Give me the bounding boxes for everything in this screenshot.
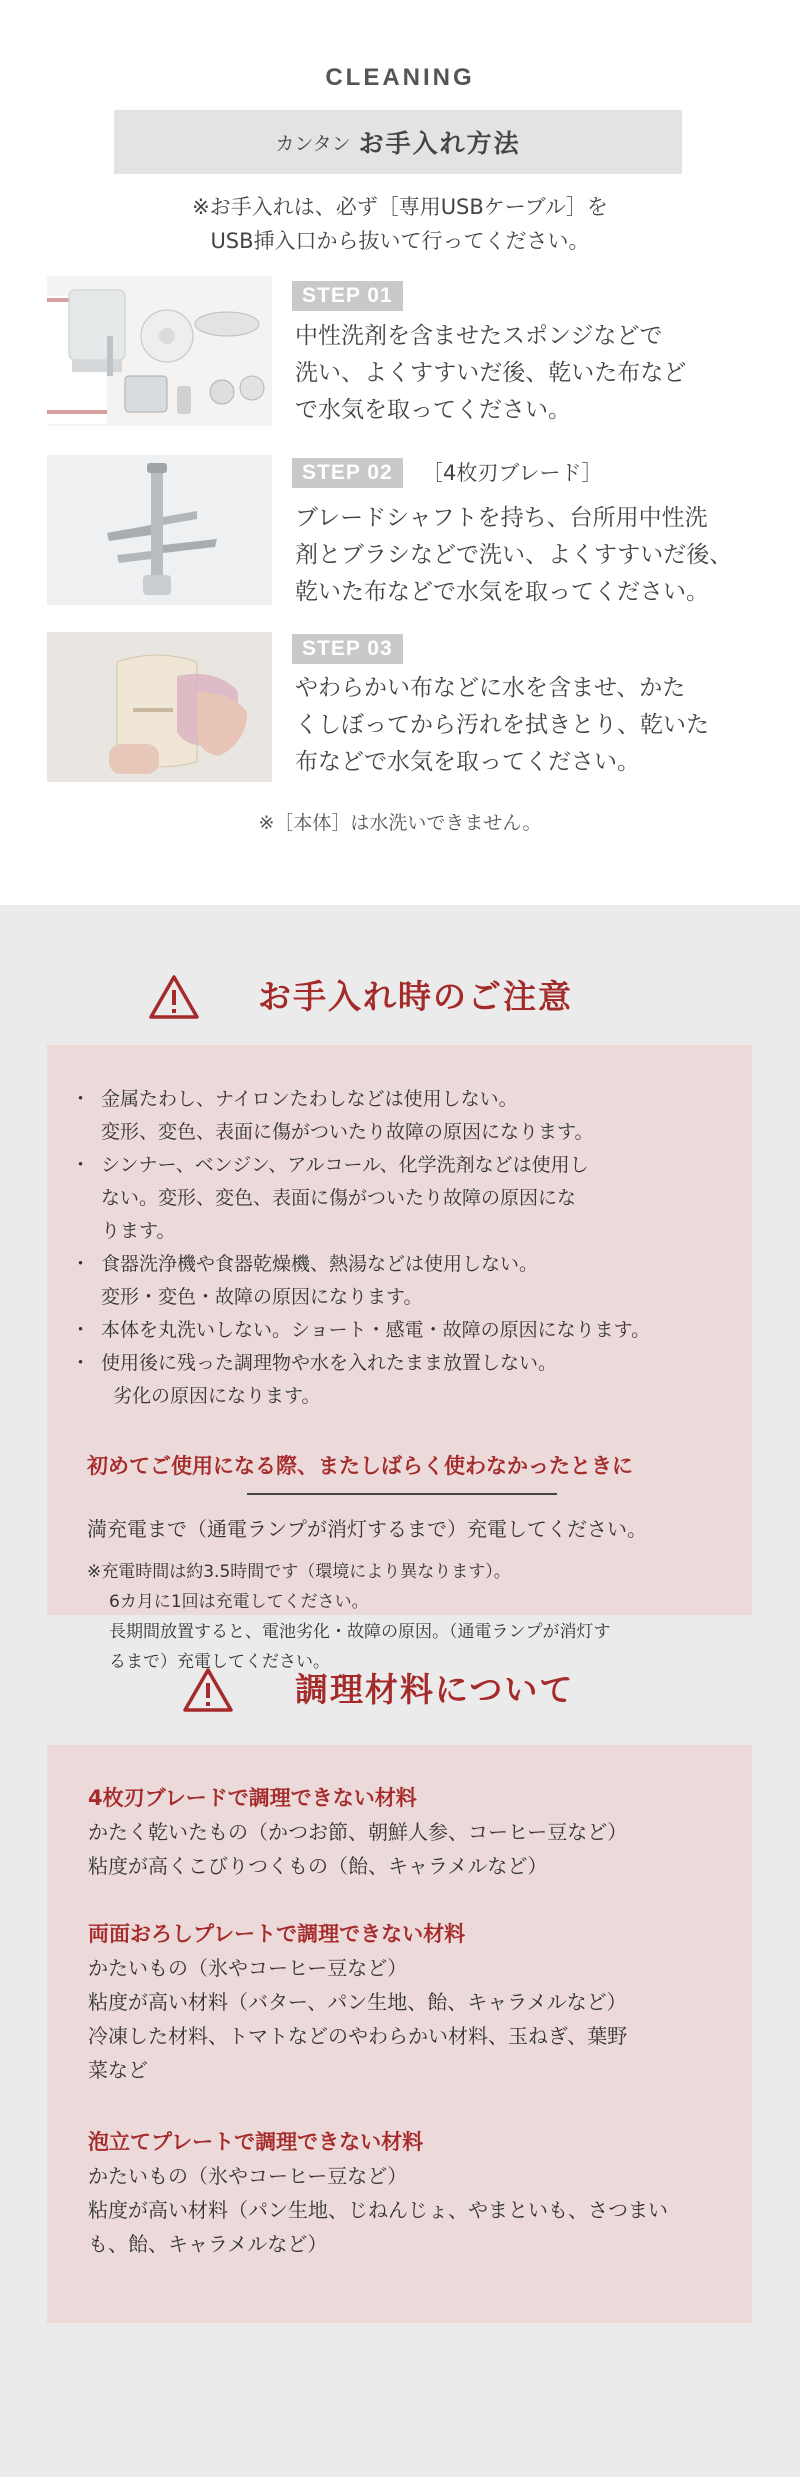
- body-not-washable-note: ※［本体］は水洗いできません。: [258, 812, 542, 834]
- step-03-line: くしぼってから汚れを拭きとり、乾いた: [295, 712, 709, 738]
- cleaning-subtitle-bar: [114, 110, 682, 174]
- materials-title: 調理材料について: [295, 1670, 575, 1709]
- materials-group-title: 泡立てプレートで調理できない材料: [88, 2130, 424, 2154]
- step-03-badge: STEP 03: [292, 634, 403, 664]
- materials-panel: [47, 1745, 752, 2323]
- warning-triangle-icon: [182, 1667, 234, 1713]
- step-03-line: 布などで水気を取ってください。: [295, 749, 640, 775]
- step-01-text: [295, 318, 755, 429]
- materials-group-blade: 4枚刃ブレードで調理できない材料 かたく乾いたもの（かつお節、朝鮮人参、コーヒー豆など） 粘度が高くこびりつくもの（飴、キャラメルなど）: [88, 1781, 738, 1883]
- step-02-badge: STEP 02: [292, 458, 403, 488]
- cleaning-subtitle-small: カンタン: [275, 132, 351, 155]
- step-02-line: 剤とブラシなどで洗い、よくすすいだ後、: [295, 542, 733, 568]
- step-03-text: [295, 670, 755, 781]
- step-03-line: やわらかい布などに水を含ませ、かた: [295, 675, 686, 701]
- materials-group-title: 4枚刃ブレードで調理できない材料: [88, 1786, 417, 1810]
- step-02-line: 乾いた布などで水気を取ってください。: [295, 579, 709, 605]
- cleaning-subtitle-big: お手入れ方法: [358, 129, 521, 158]
- materials-heading: [0, 1661, 800, 1721]
- cleaning-section: [0, 0, 800, 905]
- caution-title: お手入れ時のご注意: [258, 977, 573, 1016]
- caution-list: [79, 1083, 739, 1413]
- step-02-line: ブレードシャフトを持ち、台所用中性洗: [295, 505, 708, 531]
- first-use-title: 初めてご使用になる際、またしばらく使わなかったときに: [87, 1454, 633, 1478]
- caution-section: [0, 905, 800, 2477]
- materials-group-grater: 両面おろしプレートで調理できない材料 かたいもの（氷やコーヒー豆など） 粘度が高い材料（バター、パン生地、飴、キャラメルなど） 冷凍した材料、トマトなどのやわらかい材料、玉ねぎ、葉野 菜など: [88, 1917, 738, 2087]
- caution-item: ・ シンナー、ベンジン、アルコール、化学洗剤などは使用し ない。変形、変色、表面に傷がついたり故障の原因にな ります。: [79, 1149, 739, 1248]
- materials-group-whisk: 泡立てプレートで調理できない材料 かたいもの（氷やコーヒー豆など） 粘度が高い材料（パン生地、じねんじょ、やまといも、さつまい も、飴、キャラメルなど）: [88, 2125, 738, 2261]
- warning-triangle-icon: [148, 974, 200, 1020]
- step-02-tag: ［4枚刃ブレード］: [422, 461, 603, 485]
- caution-item: ・ 使用後に残った調理物や水を入れたまま放置しない。 劣化の原因になります。: [79, 1347, 739, 1413]
- usb-note-line-1: ※お手入れは、必ず［専用USBケーブル］を: [192, 195, 608, 219]
- charge-instruction: 満充電まで（通電ランプが消灯するまで）充電してください。: [87, 1517, 647, 1541]
- step-02-photo-blade: [47, 455, 272, 605]
- step-01-line: で水気を取ってください。: [295, 397, 571, 423]
- caution-item: ・ 本体を丸洗いしない。ショート・感電・故障の原因になります。: [79, 1314, 739, 1347]
- caution-item: ・ 金属たわし、ナイロンたわしなどは使用しない。 変形、変色、表面に傷がついたり故障の原因になります。: [79, 1083, 739, 1149]
- materials-group-title: 両面おろしプレートで調理できない材料: [88, 1922, 466, 1946]
- caution-panel: [47, 1045, 752, 1672]
- step-03-photo-wipe: [47, 632, 272, 782]
- caution-heading: [0, 968, 800, 1028]
- cleaning-title: CLEANING: [325, 64, 475, 91]
- usb-note-line-2: USB挿入口から抜いて行ってください。: [210, 229, 590, 253]
- step-01-badge: STEP 01: [292, 281, 403, 311]
- caution-item: ・ 食器洗浄機や食器乾燥機、熱湯などは使用しない。 変形・変色・故障の原因になります。: [79, 1248, 739, 1314]
- step-01-photo-parts: [47, 276, 272, 426]
- charge-notes: ※充電時間は約3.5時間です（環境により異なります）。 6カ月に1回は充電してください。 長期間放置すると、電池劣化・故障の原因。（通電ランプが消灯す るまで）充電してください。: [87, 1562, 611, 1672]
- step-01-line: 中性洗剤を含ませたスポンジなどで: [295, 323, 663, 349]
- usb-unplug-note: [100, 190, 700, 258]
- step-01-line: 洗い、よくすすいだ後、乾いた布など: [295, 360, 687, 386]
- first-use-divider: [247, 1493, 557, 1495]
- step-02-text: [295, 500, 755, 611]
